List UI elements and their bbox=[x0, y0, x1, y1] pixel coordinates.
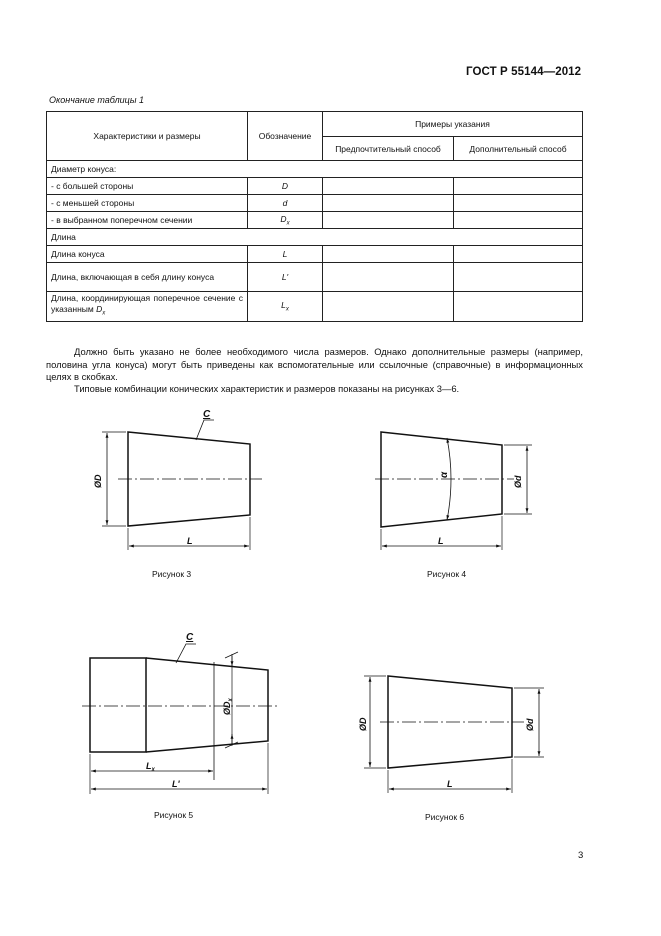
fig4-diameter-label: Ød bbox=[513, 475, 523, 488]
row-diameter-group: Диаметр конуса: bbox=[47, 161, 583, 178]
row-label: - в выбранном поперечном сечении bbox=[47, 212, 248, 229]
row-symbol: $L_x$ bbox=[248, 292, 323, 322]
figure-4-drawing bbox=[375, 432, 532, 550]
fig5-taper-leader bbox=[176, 644, 196, 663]
row-label: Длина конуса bbox=[47, 246, 248, 263]
row-symbol: d bbox=[248, 195, 323, 212]
fig4-angle-label: α bbox=[439, 471, 450, 478]
fig3-length-label: L bbox=[187, 536, 193, 546]
col-preferred: Предпочтительный способ bbox=[323, 137, 454, 161]
row-label: Длина, включающая в себя длину конуса bbox=[47, 263, 248, 292]
fig5-taper-label: C bbox=[186, 632, 194, 643]
fig4-cone-outline bbox=[381, 432, 502, 527]
standard-header: ГОСТ Р 55144—2012 bbox=[466, 66, 582, 78]
fig4-caption: Рисунок 4 bbox=[427, 569, 467, 579]
figure-3-drawing bbox=[102, 420, 262, 550]
row-label: - с меньшей стороны bbox=[47, 195, 248, 212]
fig5-caption: Рисунок 5 bbox=[154, 810, 194, 820]
row-symbol: $D_x$ bbox=[248, 212, 323, 229]
fig5-cone-outline bbox=[146, 658, 268, 752]
fig3-taper-leader bbox=[196, 420, 214, 440]
fig5-total-length-label: L' bbox=[172, 779, 180, 789]
table-caption: Окончание таблицы 1 bbox=[49, 95, 144, 105]
fig3-taper-label: C bbox=[203, 409, 211, 420]
row-length-group: Длина bbox=[47, 229, 583, 246]
fig3-diameter-label: ØD bbox=[93, 474, 103, 488]
fig5-length-x-label: $L_x$ bbox=[146, 761, 155, 773]
fig6-large-diameter-label: ØD bbox=[358, 717, 368, 731]
row-symbol: D bbox=[248, 178, 323, 195]
col-characteristics: Характеристики и размеры bbox=[47, 112, 248, 161]
col-designation: Обозначение bbox=[248, 112, 323, 161]
col-examples: Примеры указания bbox=[323, 112, 583, 137]
paragraph-figures-ref: Типовые комбинации конических характеристик и размеров показаны на рисунках 3—6. bbox=[74, 383, 460, 394]
row-symbol: L' bbox=[248, 263, 323, 292]
fig6-length-label: L bbox=[447, 779, 453, 789]
page-number: 3 bbox=[578, 850, 584, 861]
row-symbol: L bbox=[248, 246, 323, 263]
col-additional: Дополнительный способ bbox=[454, 137, 583, 161]
fig6-small-diameter-label: Ød bbox=[525, 718, 535, 731]
figure-5-drawing bbox=[82, 644, 280, 794]
row-label: - с большей стороны bbox=[47, 178, 248, 195]
fig3-caption: Рисунок 3 bbox=[152, 569, 192, 579]
fig6-caption: Рисунок 6 bbox=[425, 812, 465, 822]
figure-6-drawing bbox=[364, 676, 544, 793]
fig5-diameter-label: $ØD_x$ bbox=[222, 698, 234, 715]
row-label: Длина, координирующая поперечное сечение с указанным $D_x$ bbox=[47, 292, 248, 322]
fig5-cylinder bbox=[90, 658, 146, 752]
paragraph-dimensions-note: Должно быть указано не более необходимого числа размеров. Однако дополнительные размеры (например, половина угла конуса) могут быть приведены как вспомогательные или ссылочные (справочные) в информационных целях в скобках. bbox=[46, 346, 583, 382]
fig4-length-label: L bbox=[438, 536, 444, 546]
